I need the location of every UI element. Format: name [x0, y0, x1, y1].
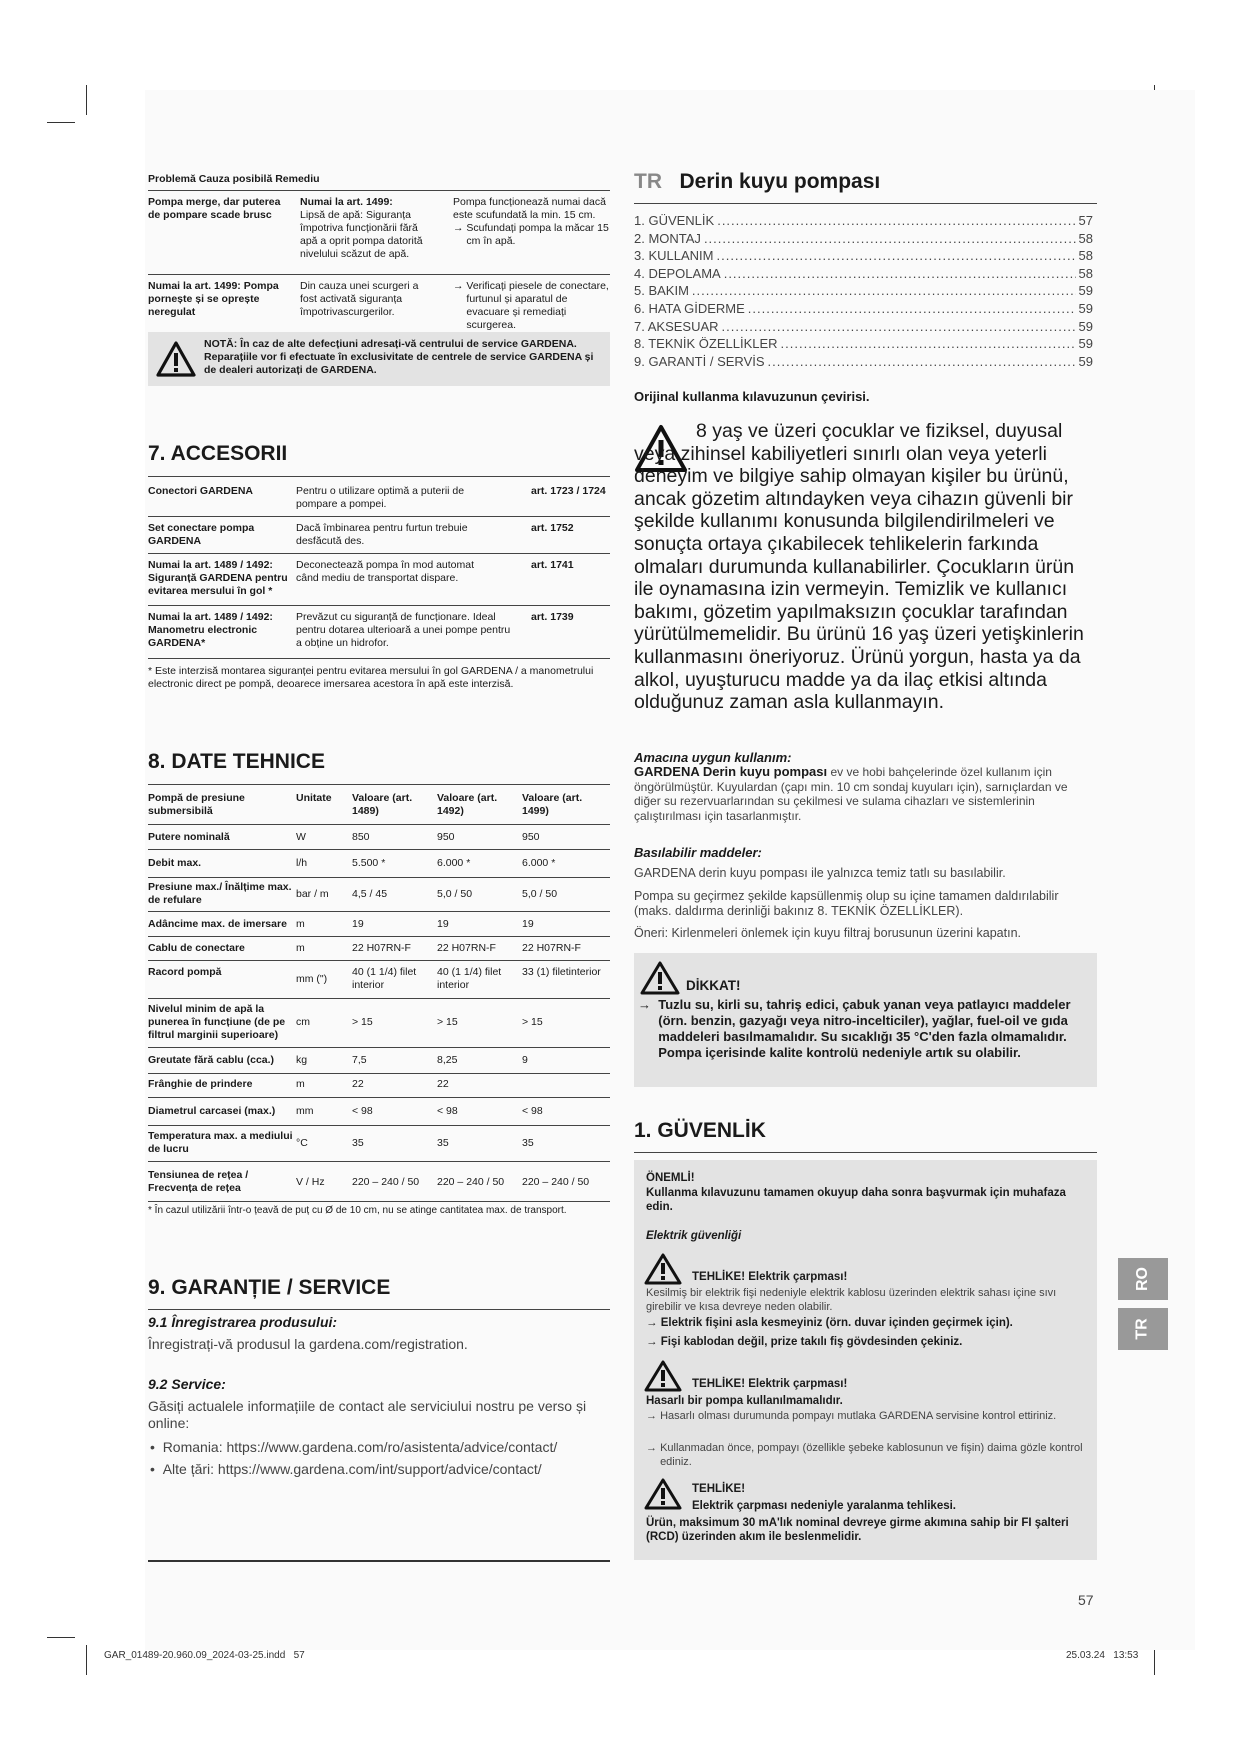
divider [148, 849, 610, 850]
paragraph: Găsiți actualele informațiile de contact ale serviciului nostru pe verso și online: [148, 1398, 587, 1431]
toc-item[interactable]: 7. AKSESUAR ..... 59 [634, 318, 1093, 336]
table-row-label: Diametrul carcasei (max.) [148, 1105, 276, 1117]
accessory-art: art. 1739 [531, 611, 574, 623]
table-row-label: Greutate fără cablu (cca.) [148, 1054, 275, 1066]
table-cell: bar / m [296, 888, 329, 900]
table-cell: 220 – 240 / 50 [352, 1176, 420, 1188]
table-cell: 22 H07RN-F [522, 942, 581, 954]
crop-mark [86, 1645, 87, 1675]
toc-item[interactable]: 1. GÜVENLİK ..... 57 [634, 212, 1093, 230]
divider [148, 190, 610, 191]
danger-title: TEHLİKE! Elektrik çarpması! [692, 1378, 848, 1390]
accessory-name: Conectori GARDENA [148, 485, 254, 497]
accessory-art: art. 1752 [531, 522, 574, 534]
child-safety-warning: 8 yaş ve üzeri çocuklar ve fiziksel, duyusal veya zihinsel kabiliyetleri sınırlı olan veya yeterli deneyim ve bilgiye sahip olmayan kişiler bu ürünü, ancak gözetim altındayken veya cihazın güvenli bir şekilde kullanımı konusunda bilgilendirilmeleri ve sonuçta ortaya çıkabilecek tehlikelerin farkında olmaları durumunda kullanabilirler. Çocukların ürün ile oynamasına izin vermeyin. Temizlik ve kullanıcı bakımı, gözetim yapılmaksızın çocuklar tarafından yürütülmemelidir. Bu ürünü 16 yaş üzeri yetişkinlerin kullanmasını öneriyoruz. Ürünü yorgun, hasta ya da alkol, uyuşturucu madde ya da ilaç etkisi altında olduğunuz zaman asla kullanmayın. [634, 420, 1084, 714]
table-cell: 19 [437, 918, 449, 930]
divider [148, 516, 610, 517]
table-header-cell: Pompă de presiune submersibilă [148, 792, 245, 817]
paragraph: GARDENA derin kuyu pompası ile yalnızca temiz tatlı su basılabilir. [634, 866, 1006, 880]
divider [148, 274, 610, 275]
divider [148, 1309, 610, 1310]
table-header-cell: Unitate [296, 792, 332, 804]
divider [148, 1560, 610, 1562]
subsection-title: 9.2 Service: [148, 1376, 226, 1392]
toc-item[interactable]: 9. GARANTİ / SERVİS ..... 59 [634, 353, 1093, 371]
table-cell: 4,5 / 45 [352, 888, 388, 900]
problem-table-header: Problemă Cauza posibilă Remediu [148, 173, 320, 185]
table-cell: m [296, 1078, 305, 1090]
accessory-desc: Prevăzut cu siguranță de funcționare. Ideal pentru dotarea ulterioară a unei pompe pentru a obține un hidrofor. [296, 611, 511, 649]
danger-title: TEHLİKE! [692, 1483, 746, 1495]
table-cell: 9 [522, 1054, 528, 1066]
table-cell: 220 – 240 / 50 [522, 1176, 590, 1188]
paragraph: Kesilmiş bir elektrik fişi nedeniyle elektrik kablosu üzerinden elektrik sahası içine sıvı girebilir ve kısa devreye neden olabilir. [646, 1287, 1057, 1313]
crop-mark [47, 1637, 75, 1638]
table-cell: V / Hz [296, 1176, 325, 1188]
divider [148, 1125, 610, 1126]
toc-item[interactable]: 4. DEPOLAMA ..... 58 [634, 265, 1093, 283]
toc-item[interactable]: 2. MONTAJ ..... 58 [634, 230, 1093, 248]
table-cell: l/h [296, 857, 308, 869]
table-row-label: Cablu de conectare [148, 942, 245, 954]
subsection-title: Elektrik güvenliği [646, 1230, 742, 1242]
table-cell: 40 (1 1/4) filet interior [437, 966, 502, 991]
footnote: * În cazul utilizării într-o țeavă de puț cu Ø de 10 cm, nu se atinge cantitatea max. de transport. [148, 1205, 567, 1216]
safety-box [634, 1160, 1097, 1560]
table-cell: °C [296, 1137, 308, 1149]
table-cell: < 98 [437, 1105, 458, 1117]
danger-subtitle: Elektrik çarpması nedeniyle yaralanma tehlikesi. [692, 1500, 957, 1512]
table-cell: mm [296, 1105, 314, 1117]
accessory-name: Set conectare pompa GARDENA [148, 522, 255, 547]
subsection-title: Amacına uygun kullanım: [634, 750, 792, 765]
accessory-desc: Dacă îmbinarea pentru furtun trebuie desfăcută des. [296, 522, 468, 547]
list-item: → Elektrik fişini asla kesmeyiniz (örn. duvar içinden geçirmek için). [646, 1317, 1013, 1329]
table-row-label: Presiune max./ Înălțime max. de refulare [148, 881, 292, 906]
divider [148, 1201, 610, 1202]
toc-item[interactable]: 8. TEKNİK ÖZELLİKLER ..... 59 [634, 335, 1093, 353]
table-cell: W [296, 831, 306, 843]
list-item: • Romania: https://www.gardena.com/ro/asistenta/advice/contact/ [150, 1439, 558, 1455]
accessory-art: art. 1723 / 1724 [531, 485, 606, 497]
table-cell: < 98 [522, 1105, 543, 1117]
paragraph: Înregistrați-vă produsul la gardena.com/registration. [148, 1336, 468, 1352]
list-item: → Kullanmadan önce, pompayı (özellikle şebeke kablosunun ve fişin) daima gözle kontrol ediniz. [646, 1442, 1083, 1468]
table-cell: 22 H07RN-F [352, 942, 411, 954]
paragraph: Ürün, maksimum 30 mA'lık nominal devreye girme akımına sahip bir FI şalteri (RCD) üzerinden akım ile beslenmelidir. [646, 1517, 1069, 1543]
page-number: 57 [1078, 1592, 1094, 1608]
table-cell: < 98 [352, 1105, 373, 1117]
important-title: ÖNEMLİ! [646, 1172, 695, 1184]
tr-heading: TR Derin kuyu pompası [634, 170, 881, 193]
original-note: Orijinal kullanma kılavuzunun çevirisi. [634, 389, 870, 404]
caution-title: DİKKAT! [686, 978, 741, 993]
table-cell: 950 [437, 831, 455, 843]
table-cell: m [296, 918, 305, 930]
table-cell: > 15 [352, 1016, 373, 1028]
table-cell: 5.500 * [352, 857, 386, 869]
divider [148, 824, 610, 825]
warning-icon [644, 1360, 682, 1392]
table-row-label: Racord pompă [148, 966, 222, 978]
table-cell: 6.000 * [437, 857, 471, 869]
section-title: 7. ACCESORII [148, 442, 288, 465]
warning-icon [640, 961, 680, 995]
danger-title: TEHLİKE! Elektrik çarpması! [692, 1271, 848, 1283]
table-row-label: Putere nominală [148, 831, 230, 843]
table-cell: 850 [352, 831, 370, 843]
toc-item[interactable]: 3. KULLANIM ..... 58 [634, 247, 1093, 265]
table-cell: 22 H07RN-F [437, 942, 496, 954]
table-cell: 35 [437, 1137, 449, 1149]
list-item: → Fişi kablodan değil, prize takılı fiş gövdesinden çekiniz. [646, 1336, 963, 1348]
list-item: → Hasarlı olması durumunda pompayı mutlaka GARDENA servisine kontrol ettiriniz. [646, 1410, 1057, 1422]
cause-cell: Numai la art. 1499: Lipsă de apă: Siguranța împotriva funcționării fără apă a oprit pompa datorită nivelului scăzut de apă. [300, 196, 423, 260]
table-cell: m [296, 942, 305, 954]
accessory-desc: Pentru o utilizare optimă a puterii de pompare a pompei. [296, 485, 465, 510]
paragraph: GARDENA Derin kuyu pompası ev ve hobi bahçelerinde özel kullanım için öngörülmüştür. Kuyulardan (çapı min. 10 cm sondaj kuyuları için), sarnıçlardan ve diğer su rezervuarlarından su çekilmesi ve sulama cihazları ve sistemlerinin çalıştırılması için tasarlanmıştır. [634, 764, 1068, 823]
toc-item[interactable]: 5. BAKIM ..... 59 [634, 282, 1093, 300]
divider [148, 877, 610, 878]
table-row-label: Tensiunea de rețea / Frecvența de rețea [148, 1169, 249, 1194]
caution-text: → Tuzlu su, kirli su, tahriş edici, çabuk yanan veya patlayıcı maddeler (örn. benzin, gazyağı veya nitro-incelticiler), yağlar, fuel-oil ve gıda maddeleri basılmamalıdır. Su sıcaklığı 35 °C'den fazla olmamalıdır. Pompa içerisinde kalite kontrolü nedeniyle artık su olabilir. [638, 997, 1071, 1060]
table-cell: 35 [352, 1137, 364, 1149]
divider [148, 658, 610, 659]
divider [148, 1047, 610, 1048]
table-cell: 5,0 / 50 [522, 888, 558, 900]
divider [148, 1073, 610, 1074]
table-cell: 19 [352, 918, 364, 930]
table-cell: 6.000 * [522, 857, 556, 869]
table-cell: 35 [522, 1137, 534, 1149]
divider [148, 605, 610, 606]
divider [148, 960, 610, 961]
divider [148, 1097, 610, 1098]
bullet-list [150, 1436, 557, 1480]
table-cell: 40 (1 1/4) filet interior [352, 966, 417, 991]
list-item: • Alte țări: https://www.gardena.com/int/support/advice/contact/ [150, 1461, 542, 1477]
divider [148, 553, 610, 554]
problem-cell: Numai la art. 1499: Pompa pornește și se oprește neregulat [148, 280, 279, 318]
table-cell: 22 [437, 1078, 449, 1090]
footer-date: 25.03.24 13:53 [1066, 1650, 1139, 1661]
table-cell: 5,0 / 50 [437, 888, 473, 900]
section-title: 8. DATE TEHNICE [148, 750, 325, 773]
section-title: 1. GÜVENLİK [634, 1119, 766, 1142]
table-row-label: Debit max. [148, 857, 202, 869]
problem-cell: Pompa merge, dar puterea de pompare scade brusc [148, 196, 281, 221]
note-box [148, 332, 610, 386]
table-cell: mm (") [296, 973, 328, 985]
accessory-desc: Deconectează pompa în mod automat când mediu de transportat dispare. [296, 559, 475, 584]
table-of-contents [634, 212, 1093, 370]
warning-icon [644, 1478, 682, 1510]
table-cell: kg [296, 1054, 308, 1066]
accessory-name: Numai la art. 1489 / 1492: Siguranță GARDENA pentru evitarea mersului în gol * [148, 559, 288, 597]
accessory-name: Numai la art. 1489 / 1492: Manometru electronic GARDENA* [148, 611, 273, 649]
footnote: * Este interzisă montarea siguranței pentru evitarea mersului în gol GARDENA / a manometrului electronic direct pe pompă, deoarece imersarea acestora în apă este interzisă. [148, 665, 594, 690]
crop-mark [86, 85, 87, 115]
table-row-label: Temperatura max. a mediului de lucru [148, 1130, 293, 1155]
table-cell: 8,25 [437, 1054, 458, 1066]
divider [148, 1161, 610, 1162]
divider [148, 476, 610, 477]
language-tab-ro[interactable]: RO [1118, 1258, 1168, 1300]
table-header-cell: Valoare (art. 1492) [437, 792, 498, 817]
table-cell: > 15 [437, 1016, 458, 1028]
table-cell: > 15 [522, 1016, 543, 1028]
footer-file: GAR_01489-20.960.09_2024-03-25.indd 57 [104, 1650, 305, 1661]
divider [148, 936, 610, 937]
divider [634, 1152, 1097, 1153]
table-cell: 22 [352, 1078, 364, 1090]
table-row-label: Frânghie de prindere [148, 1078, 253, 1090]
toc-item[interactable]: 6. HATA GİDERME ..... 59 [634, 300, 1093, 318]
note-text: NOTĂ: În caz de alte defecțiuni adresați-vă centrului de service GARDENA. Reparațiile vor fi efectuate în exclusivitate de centrele de service GARDENA și de dealeri autorizați de GARDENA. [204, 338, 594, 376]
language-tab-tr[interactable]: TR [1118, 1308, 1168, 1350]
table-cell: 33 (1) filetinterior [522, 966, 601, 978]
table-header-cell: Valoare (art. 1499) [522, 792, 583, 817]
table-cell: cm [296, 1016, 310, 1028]
table-row-label: Adâncime max. de imersare [148, 918, 287, 930]
remedy-cell: → Verificați piesele de conectare, furtunul și aparatul de evacuare și remediați scurgerea. [453, 280, 609, 331]
accessory-art: art. 1741 [531, 559, 574, 571]
divider [148, 998, 610, 999]
table-row-label: Nivelul minim de apă la punerea în funcțiune (de pe filtrul marginii superioare) [148, 1003, 286, 1041]
subsection-title: 9.1 Înregistrarea produsului: [148, 1314, 338, 1330]
paragraph: Öneri: Kirlenmeleri önlemek için kuyu filtraj borusunun üzerini kapatın. [634, 926, 1021, 940]
remedy-cell: Pompa funcționează numai dacă este scufundată la min. 15 cm. → Scufundați pompa la măcar 15 cm în apă. [453, 196, 609, 247]
cause-cell: Din cauza unei scurgeri a fost activată siguranța împotrivascurgerilor. [300, 280, 419, 318]
table-header-cell: Valoare (art. 1489) [352, 792, 413, 817]
warning-icon [644, 1253, 682, 1285]
caution-box [634, 953, 1097, 1087]
table-cell: 19 [522, 918, 534, 930]
important-text: Kullanma kılavuzunu tamamen okuyup daha sonra başvurmak için muhafaza edin. [646, 1187, 1066, 1213]
table-cell: 950 [522, 831, 540, 843]
warning-icon [156, 341, 196, 377]
danger-subtitle: Hasarlı bir pompa kullanılmamalıdır. [646, 1395, 843, 1407]
paragraph: Pompa su geçirmez şekilde kapsüllenmiş olup su içine tamamen daldırılabilir (maks. daldırma derinliği bakınız 8. TEKNİK ÖZELLİKLER). [634, 889, 1059, 918]
subsection-title: Basılabilir maddeler: [634, 845, 762, 860]
section-title: 9. GARANȚIE / SERVICE [148, 1276, 391, 1299]
table-cell: 7,5 [352, 1054, 367, 1066]
divider [634, 203, 1097, 204]
divider [148, 784, 610, 785]
table-cell: 220 – 240 / 50 [437, 1176, 505, 1188]
crop-mark [47, 122, 75, 123]
divider [148, 911, 610, 912]
